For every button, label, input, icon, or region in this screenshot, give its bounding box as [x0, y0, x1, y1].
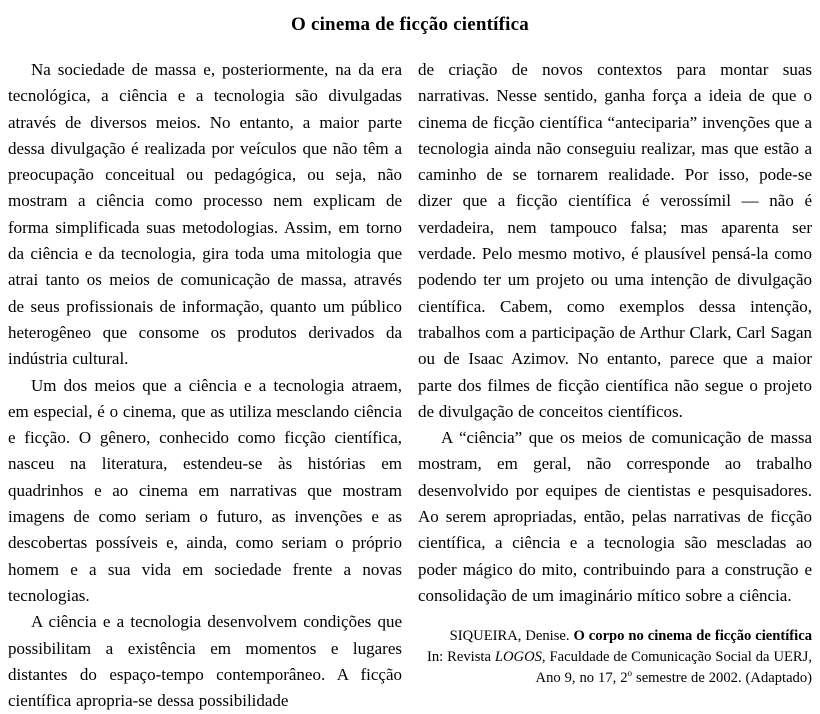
citation [418, 626, 812, 689]
citation-work-title: O corpo no cinema de ficção científica [573, 628, 812, 645]
citation-line-1 [418, 626, 812, 647]
paragraph-2: Um dos meios que a ciência e a tecnologia atraem, em especial, é o cinema, que as utiliza mesclando ciência e ficção. O gênero, conhecido como ficção científica, nasceu na literatura, estendeu-se às histórias em quadrinhos e ao cinema em narrativas que mostram imagens de como seriam o futuro, as invenções e as descobertas possíveis e, ainda, como seriam o próprio homem e a sua vida em sociedade frente a novas tecnologias. [8, 375, 402, 605]
citation-line-2 [418, 647, 812, 668]
left-column [8, 57, 402, 714]
citation-line-3 [418, 668, 812, 689]
citation-ordinal-indicator: o [627, 668, 633, 679]
citation-author: SIQUEIRA, Denise. [449, 628, 574, 645]
page-title: O cinema de ficção científica [291, 14, 529, 35]
citation-issue-info: Ano 9, no 17, 2 [535, 670, 628, 687]
citation-journal-prefix: In: Revista [426, 649, 495, 666]
citation-journal-name: LOGOS [494, 649, 542, 666]
paragraph-3-continuation: de criação de novos contextos para montar suas narrativas. Nesse sentido, ganha força a ideia de que o cinema de ficção científica “anteciparia” invenções que a tecnologia ainda não conseguiu realizar, mas que estão a caminho de se tornarem realidade. Por isso, pode-se dizer que a ficção científica é verossímil — não é verdadeira, nem tampouco falsa; mas aparenta ser verdade. Pelo mesmo motivo, é plausível pensá-la como podendo ter um projeto ou uma intenção de divulgação científica. Cabem, como exemplos dessa intenção, trabalhos com a participação de Arthur Clark, Carl Sagan ou de Isaac Azimov. No entanto, parece que a maior parte dos filmes de ficção científica não segue o projeto de divulgação de conceitos científicos. [418, 60, 812, 421]
article-columns [8, 57, 812, 714]
citation-journal-suffix: , Faculdade de Comunicação Social da UERJ, [541, 649, 812, 666]
right-column [418, 57, 812, 714]
paragraph-3: A ciência e a tecnologia desenvolvem condições que possibilitam a existência em momentos e lugares distantes do espaço-tempo contemporâneo. A ficção científica apropria-se dessa possibilidade [8, 612, 402, 711]
citation-year-info: semestre de 2002. (Adaptado) [632, 670, 812, 687]
paragraph-1: Na sociedade de massa e, posteriormente, na da era tecnológica, a ciência e a tecnologia são divulgadas através de diversos meios. No entanto, a maior parte dessa divulgação é realizada por veículos que não têm a preocupação conceitual ou pedagógica, ou seja, não mostram a ciência como processo nem explicam de forma simplificada suas metodologias. Assim, em torno da ciência e da tecnologia, gira toda uma mitologia que atrai tanto os meios de comunicação de massa, através de seus profissionais de informação, quanto um público heterogêneo que consome os produtos derivados da indústria cultural. [8, 60, 402, 369]
paragraph-4: A “ciência” que os meios de comunicação de massa mostram, em geral, não corresponde ao trabalho desenvolvido por equipes de cientistas e pesquisadores. Ao serem apropriadas, então, pelas narrativas de ficção científica, a ciência e a tecnologia são mescladas ao poder mágico do mito, contribuindo para a construção e consolidação de um imaginário mítico sobre a ciência. [418, 428, 812, 605]
